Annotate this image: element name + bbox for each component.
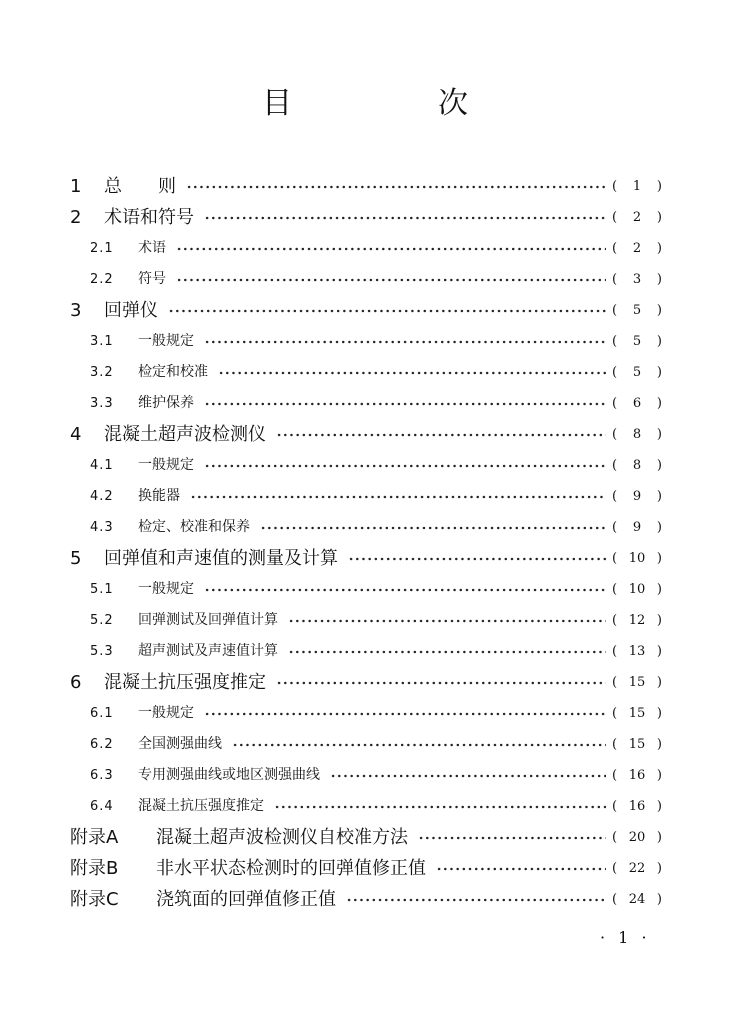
paren-open: ( (612, 427, 618, 442)
toc-leader-dots (204, 335, 606, 349)
toc-leader-dots (186, 180, 606, 194)
paren-close: ) (656, 613, 662, 628)
toc-page-number: 24 (628, 892, 646, 907)
toc-leader-dots (330, 769, 606, 783)
toc-leader-dots (176, 273, 606, 287)
toc-entry-number: 6.1 (90, 706, 114, 721)
paren-open: ( (612, 241, 618, 256)
toc-entry-page (612, 760, 662, 791)
toc-entry-number: 2.2 (90, 272, 114, 287)
toc-entry-label: 维护保养 (138, 395, 194, 411)
toc-entry-label: 总 则 (104, 176, 176, 197)
toc-page-number: 8 (632, 427, 642, 442)
toc-leader-dots (204, 459, 606, 473)
toc-leader-dots (260, 521, 606, 535)
toc-entry-page (612, 791, 662, 822)
paren-open: ( (612, 861, 618, 876)
toc-page-number: 22 (628, 861, 646, 876)
toc-entry-page (612, 698, 662, 729)
paren-close: ) (656, 179, 662, 194)
toc-leader-dots (168, 304, 606, 318)
toc-page-number: 12 (628, 613, 646, 628)
toc-entry-page (612, 481, 662, 512)
paren-open: ( (612, 210, 618, 225)
toc-leader-dots (204, 583, 606, 597)
toc-entry-number: 4.3 (90, 520, 114, 535)
page-title: 目 次 (262, 86, 526, 121)
paren-open: ( (612, 551, 618, 566)
paren-open: ( (612, 272, 618, 287)
toc-entry-number: 6.2 (90, 737, 114, 752)
toc-leader-dots (204, 397, 606, 411)
toc-entry-label: 一般规定 (138, 581, 194, 597)
toc-entry-page (612, 605, 662, 636)
paren-close: ) (656, 396, 662, 411)
toc-entry-number: 3 (70, 300, 82, 321)
toc-entry-label: 混凝土抗压强度推定 (104, 672, 266, 693)
paren-open: ( (612, 892, 618, 907)
toc-page-number: 2 (632, 241, 642, 256)
toc-entry[interactable] (0, 202, 730, 233)
toc-entry[interactable] (0, 295, 730, 326)
paren-close: ) (656, 334, 662, 349)
paren-open: ( (612, 737, 618, 752)
paren-close: ) (656, 861, 662, 876)
toc-entry[interactable] (0, 388, 730, 419)
toc-entry-number: 4 (70, 424, 82, 445)
toc-entry-page (612, 884, 662, 915)
toc-entry-label: 术语 (138, 240, 166, 256)
toc-page-number: 20 (628, 830, 646, 845)
toc-entry-page (612, 574, 662, 605)
toc-entry-number: 附录A (70, 827, 119, 848)
paren-open: ( (612, 520, 618, 535)
toc-entry-page (612, 357, 662, 388)
toc-entry-label: 回弹测试及回弹值计算 (138, 612, 278, 628)
toc-entry[interactable] (0, 760, 730, 791)
toc-leader-dots (348, 552, 606, 566)
toc-entry-page (612, 202, 662, 233)
toc-leader-dots (204, 707, 606, 721)
paren-close: ) (656, 520, 662, 535)
toc-entry[interactable] (0, 853, 730, 884)
toc-page-number: 13 (628, 644, 646, 659)
paren-open: ( (612, 613, 618, 628)
paren-open: ( (612, 675, 618, 690)
toc-entry[interactable] (0, 450, 730, 481)
toc-page-number: 10 (628, 582, 646, 597)
toc-entry-label: 混凝土超声波检测仪 (104, 424, 266, 445)
paren-open: ( (612, 582, 618, 597)
toc-entry-page (612, 636, 662, 667)
paren-open: ( (612, 365, 618, 380)
toc-leader-dots (418, 831, 606, 845)
toc-entry-label: 全国测强曲线 (138, 736, 222, 752)
toc-entry[interactable] (0, 605, 730, 636)
toc-entry-number: 附录C (70, 889, 119, 910)
toc-page-number: 16 (628, 799, 646, 814)
paren-close: ) (656, 427, 662, 442)
toc-page-number: 3 (632, 272, 642, 287)
toc-entry-label: 换能器 (138, 488, 180, 504)
toc-entry-label: 超声测试及声速值计算 (138, 643, 278, 659)
paren-close: ) (656, 768, 662, 783)
toc-entry-label: 回弹仪 (104, 300, 158, 321)
paren-close: ) (656, 303, 662, 318)
paren-close: ) (656, 458, 662, 473)
toc-leader-dots (288, 614, 606, 628)
toc-page-number: 9 (632, 489, 642, 504)
toc-entry[interactable] (0, 481, 730, 512)
paren-open: ( (612, 303, 618, 318)
paren-open: ( (612, 706, 618, 721)
paren-open: ( (612, 644, 618, 659)
paren-close: ) (656, 892, 662, 907)
toc-entry[interactable] (0, 171, 730, 202)
toc-page-number: 8 (632, 458, 642, 473)
toc-entry-page (612, 233, 662, 264)
toc-entry-label: 混凝土超声波检测仪自校准方法 (156, 827, 408, 848)
toc-entry-number: 5.2 (90, 613, 114, 628)
toc-entry-number: 附录B (70, 858, 119, 879)
toc-entry-page (612, 450, 662, 481)
paren-close: ) (656, 365, 662, 380)
toc-page-number: 5 (632, 334, 642, 349)
paren-close: ) (656, 582, 662, 597)
toc-entry[interactable] (0, 698, 730, 729)
toc-entry-number: 5.3 (90, 644, 114, 659)
toc-entry-number: 4.2 (90, 489, 114, 504)
toc-entry-label: 回弹值和声速值的测量及计算 (104, 548, 338, 569)
toc-leader-dots (288, 645, 606, 659)
paren-open: ( (612, 489, 618, 504)
paren-open: ( (612, 396, 618, 411)
toc-page-number: 5 (632, 303, 642, 318)
toc-entry-label: 一般规定 (138, 705, 194, 721)
toc-leader-dots (232, 738, 606, 752)
toc-page-number: 2 (632, 210, 642, 225)
toc-entry-number: 2.1 (90, 241, 114, 256)
toc-entry-label: 浇筑面的回弹值修正值 (156, 889, 336, 910)
toc-leader-dots (190, 490, 606, 504)
toc-page-number: 6 (632, 396, 642, 411)
toc-entry-number: 4.1 (90, 458, 114, 473)
page-number: · 1 · (600, 928, 651, 947)
toc-entry-page (612, 171, 662, 202)
paren-close: ) (656, 272, 662, 287)
toc-entry[interactable] (0, 636, 730, 667)
toc-entry[interactable] (0, 667, 730, 698)
paren-close: ) (656, 644, 662, 659)
toc-entry-number: 2 (70, 207, 82, 228)
paren-open: ( (612, 768, 618, 783)
paren-close: ) (656, 799, 662, 814)
toc-entry-number: 6.3 (90, 768, 114, 783)
toc-entry-page (612, 295, 662, 326)
toc-entry[interactable] (0, 543, 730, 574)
toc-entry-label: 检定和校准 (138, 364, 208, 380)
toc-entry[interactable] (0, 233, 730, 264)
toc-entry[interactable] (0, 791, 730, 822)
toc-leader-dots (218, 366, 606, 380)
toc-entry-number: 3.1 (90, 334, 114, 349)
toc-entry-label: 混凝土抗压强度推定 (138, 798, 264, 814)
paren-close: ) (656, 210, 662, 225)
toc-entry[interactable] (0, 884, 730, 915)
toc-entry[interactable] (0, 419, 730, 450)
toc-entry-label: 一般规定 (138, 333, 194, 349)
paren-close: ) (656, 241, 662, 256)
toc-entry[interactable] (0, 357, 730, 388)
toc-page-number: 15 (628, 675, 646, 690)
toc-entry-label: 一般规定 (138, 457, 194, 473)
toc-entry-page (612, 853, 662, 884)
toc-entry-number: 6.4 (90, 799, 114, 814)
toc-leader-dots (274, 800, 606, 814)
paren-open: ( (612, 334, 618, 349)
toc-entry[interactable] (0, 822, 730, 853)
toc-entry-page (612, 512, 662, 543)
toc-entry-label: 检定、校准和保养 (138, 519, 250, 535)
toc-entry-page (612, 543, 662, 574)
toc-entry-page (612, 822, 662, 853)
toc-page-number: 1 (632, 179, 642, 194)
toc-entry-number: 5 (70, 548, 82, 569)
toc-leader-dots (276, 676, 606, 690)
toc-entry-page (612, 326, 662, 357)
toc-leader-dots (346, 893, 606, 907)
toc-entry-page (612, 667, 662, 698)
paren-open: ( (612, 799, 618, 814)
paren-close: ) (656, 489, 662, 504)
paren-close: ) (656, 706, 662, 721)
toc-entry-number: 3.3 (90, 396, 114, 411)
toc-page-number: 5 (632, 365, 642, 380)
toc-entry-number: 6 (70, 672, 82, 693)
toc-page-number: 9 (632, 520, 642, 535)
toc-entry-page (612, 264, 662, 295)
toc-entry[interactable] (0, 326, 730, 357)
toc-page-number: 15 (628, 737, 646, 752)
toc-entry-label: 专用测强曲线或地区测强曲线 (138, 767, 320, 783)
toc-leader-dots (276, 428, 606, 442)
toc-entry-label: 术语和符号 (104, 207, 194, 228)
toc-entry-number: 5.1 (90, 582, 114, 597)
paren-close: ) (656, 737, 662, 752)
toc-entry[interactable] (0, 264, 730, 295)
paren-open: ( (612, 458, 618, 473)
paren-close: ) (656, 675, 662, 690)
toc-entry-label: 符号 (138, 271, 166, 287)
paren-open: ( (612, 830, 618, 845)
paren-close: ) (656, 551, 662, 566)
toc-leader-dots (204, 211, 606, 225)
toc-page-number: 10 (628, 551, 646, 566)
toc-entry[interactable] (0, 574, 730, 605)
toc-entry-number: 1 (70, 176, 82, 197)
toc-entry-page (612, 388, 662, 419)
toc-entry-label: 非水平状态检测时的回弹值修正值 (156, 858, 426, 879)
toc-leader-dots (436, 862, 606, 876)
paren-open: ( (612, 179, 618, 194)
toc-entry-page (612, 729, 662, 760)
toc-page-number: 15 (628, 706, 646, 721)
toc-leader-dots (176, 242, 606, 256)
toc-entry[interactable] (0, 512, 730, 543)
toc-entry[interactable] (0, 729, 730, 760)
toc-entry-number: 3.2 (90, 365, 114, 380)
paren-close: ) (656, 830, 662, 845)
toc-entry-page (612, 419, 662, 450)
toc-page-number: 16 (628, 768, 646, 783)
